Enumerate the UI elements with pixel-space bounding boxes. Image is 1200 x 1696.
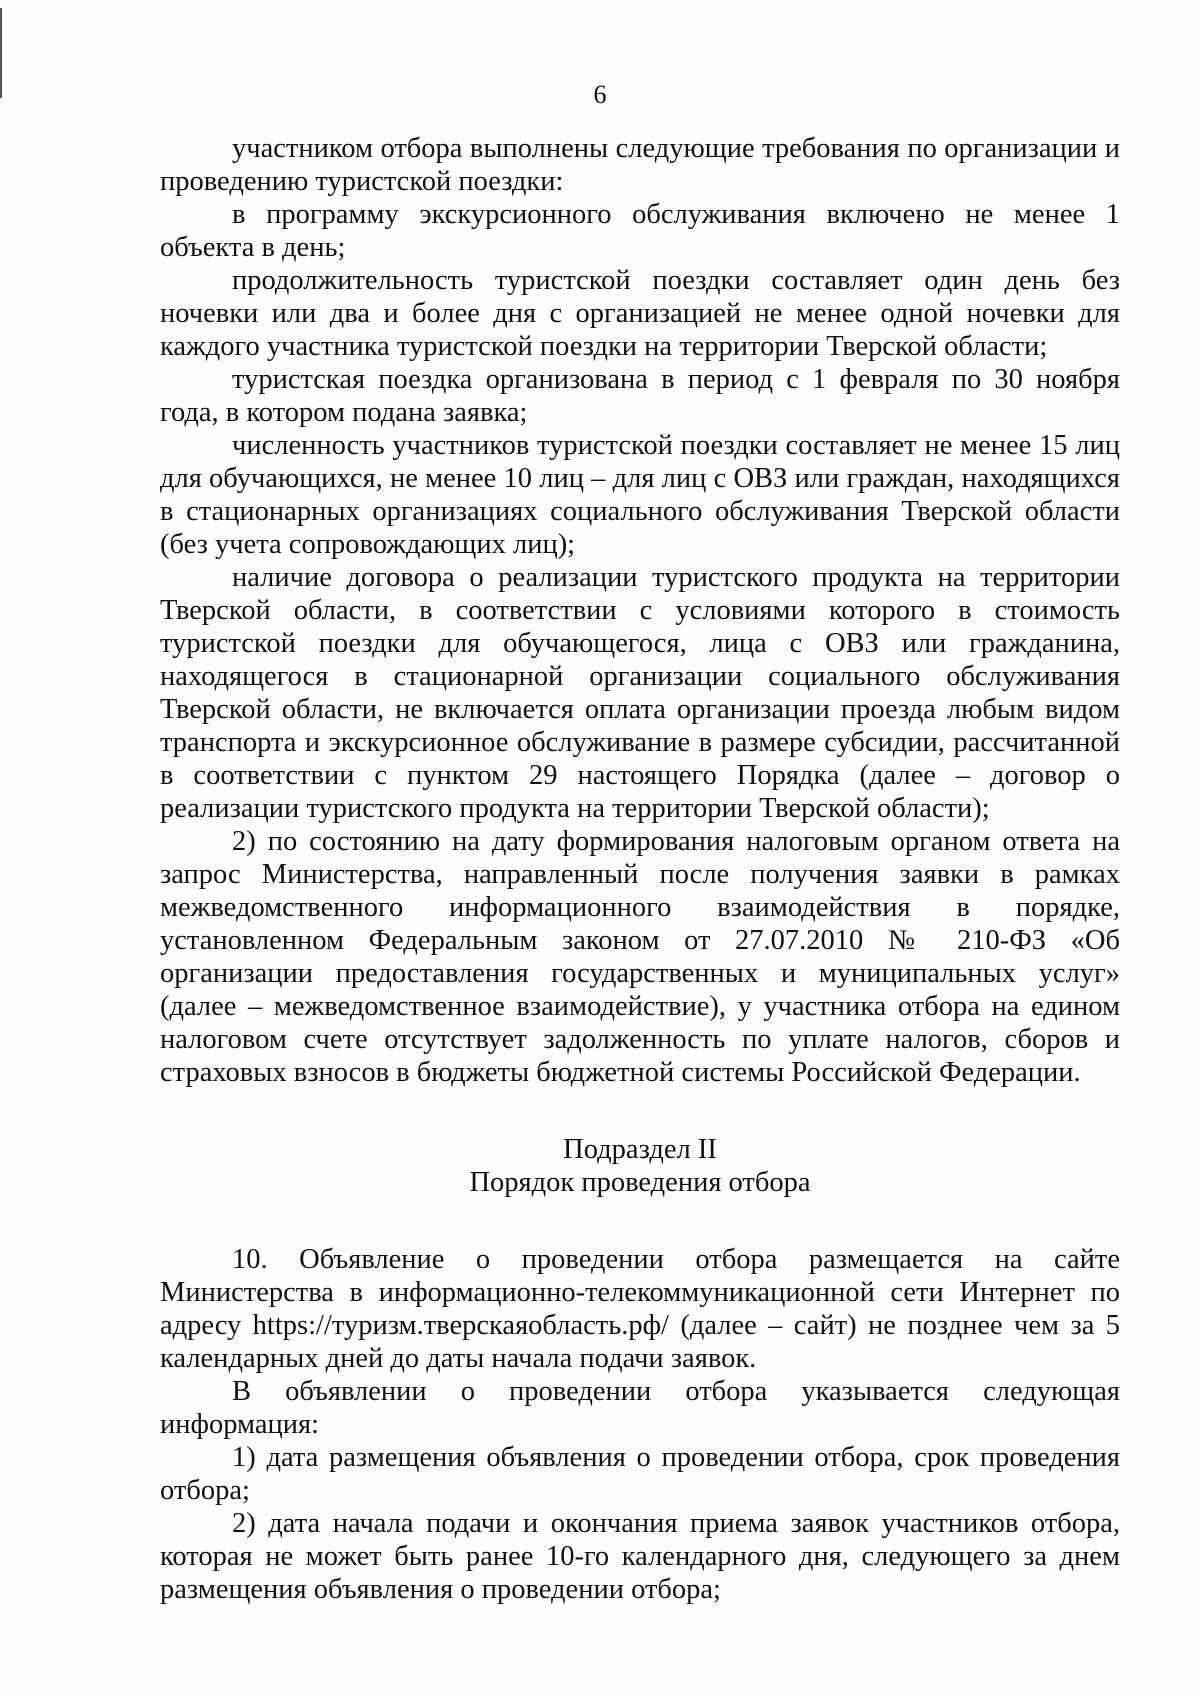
paragraph-requirements-intro: участником отбора выполнены следующие требования по организации и проведению туристской поездки: bbox=[160, 133, 1120, 197]
list-item-application-dates: 2) дата начала подачи и окончания приема заявок участников отбора, которая не может быть ранее 10-го календарного дня, следующего за днем размещения объявления о проведении отбора; bbox=[160, 1508, 1120, 1605]
subsection-number: Подраздел II bbox=[563, 1134, 717, 1165]
page-number: 6 bbox=[593, 80, 607, 109]
document-body bbox=[160, 132, 1120, 1606]
paragraph-contract: наличие договора о реализации туристского продукта на территории Тверской области, в соответствии с условиями которого в стоимость туристской поездки для обучающегося, лица с ОВЗ или гражданина, находящегося в стационарной организации социального обслуживания Тверской области, не включается оплата организации проезда любым видом транспорта и экскурсионное обслуживание в размере субсидии, рассчитанной в соответствии с пунктом 29 настоящего Порядка (далее – договор о реализации туристского продукта на территории Тверской области); bbox=[160, 562, 1120, 824]
paragraph-excursion-program: в программу экскурсионного обслуживания включено не менее 1 объекта в день; bbox=[160, 199, 1120, 263]
subsection-heading bbox=[160, 1133, 1120, 1199]
paragraph-trip-period: туристская поездка организована в период с 1 февраля по 30 ноября года, в котором подана заявка; bbox=[160, 364, 1120, 428]
paragraph-participants-count: численность участников туристской поездки составляет не менее 15 лиц для обучающихся, не менее 10 лиц – для лиц с ОВЗ или граждан, находящихся в стационарных организациях социального обслуживания Тверской области (без учета сопровождающих лиц); bbox=[160, 430, 1120, 560]
paragraph-tax-debt: 2) по состоянию на дату формирования налоговым органом ответа на запрос Министерства, направленный после получения заявки в рамках межведомственного информационного взаимодействия в порядке, установленном Федеральным законом от 27.07.2010 № 210-ФЗ «Об организации предоставления государственных и муниципальных услуг» (далее – межведомственное взаимодействие), у участника отбора на едином налоговом счете отсутствует задолженность по уплате налогов, сборов и страховых взносов в бюджеты бюджетной системы Российской Федерации. bbox=[160, 826, 1120, 1088]
paragraph-trip-duration: продолжительность туристской поездки составляет один день без ночевки или два и более дня с организацией не менее одной ночевки для каждого участника туристской поездки на территории Тверской области; bbox=[160, 265, 1120, 362]
paragraph-announcement-info: В объявлении о проведении отбора указывается следующая информация: bbox=[160, 1376, 1120, 1440]
subsection-title: Порядок проведения отбора bbox=[469, 1167, 811, 1198]
paragraph-announcement: 10. Объявление о проведении отбора размещается на сайте Министерства в информационно-телекоммуникационной сети Интернет по адресу https://туризм.тверскаяобласть.рф/ (далее – сайт) не позднее чем за 5 календарных дней до даты начала подачи заявок. bbox=[160, 1244, 1120, 1374]
list-item-announcement-date: 1) дата размещения объявления о проведении отбора, срок проведения отбора; bbox=[160, 1442, 1120, 1506]
